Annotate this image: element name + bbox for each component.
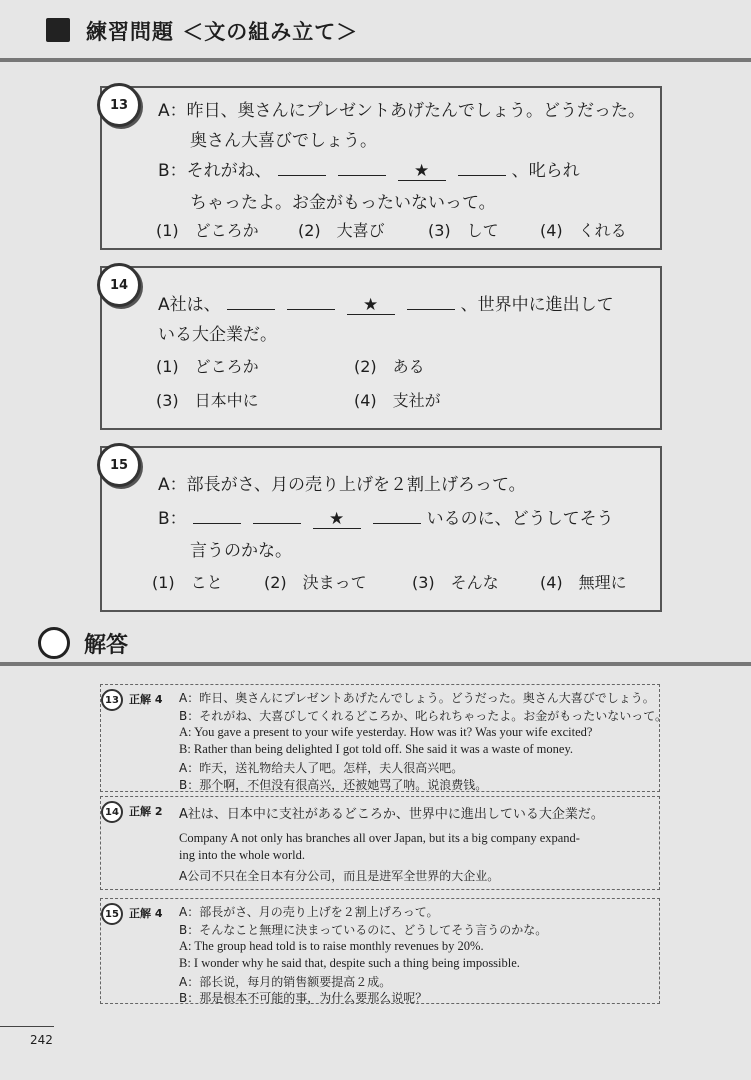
page-number: 242 xyxy=(30,1033,53,1047)
choice-2[interactable]: (2) ある xyxy=(354,357,425,376)
answer-blank[interactable] xyxy=(193,509,241,524)
star-blank[interactable]: ★ xyxy=(347,297,395,315)
question-line xyxy=(158,290,614,315)
answer-number: 14 xyxy=(101,801,123,823)
question-line: いる大企業だ。 xyxy=(158,325,277,345)
correct-label: 正解 4 xyxy=(129,693,163,706)
choice-4[interactable]: (4) 支社が xyxy=(354,391,441,410)
answer-blank[interactable] xyxy=(458,161,506,176)
answer-line: B：それがね、大喜びしてくれるどころか、叱られちゃったよ。お金がもったいないって。 xyxy=(179,709,667,723)
answer-blank[interactable] xyxy=(373,509,421,524)
answer-line: A: The group head told is to raise monthly revenues by 20%. xyxy=(179,939,484,953)
question-number: 15 xyxy=(97,443,141,487)
question-text: B：それがね、 xyxy=(158,161,272,181)
question-line: A：部長がさ、月の売り上げを２割上げろって。 xyxy=(158,475,526,495)
choice-2[interactable]: (2) 決まって xyxy=(264,573,367,592)
choice-1[interactable]: (1) こと xyxy=(152,573,223,592)
choice-4[interactable]: (4) くれる xyxy=(540,221,627,240)
answer-line: A：部长说，每月的销售额要提高２成。 xyxy=(179,975,392,989)
star-blank[interactable]: ★ xyxy=(398,163,446,181)
answer-line: A: You gave a present to your wife yesterday. How was it? Was your wife excited? xyxy=(179,725,593,739)
answer-blank[interactable] xyxy=(407,295,455,310)
answers-title: 解答 xyxy=(84,633,129,658)
choice-3[interactable]: (3) 日本中に xyxy=(156,391,259,410)
question-text: B： xyxy=(158,509,187,529)
answer-blank[interactable] xyxy=(338,161,386,176)
correct-label: 正解 4 xyxy=(129,907,163,920)
answer-15 xyxy=(100,898,660,1004)
answer-blank[interactable] xyxy=(278,161,326,176)
answer-line: A：昨日、奥さんにプレゼントあげたんでしょう。どうだった。奥さん大喜びでしょう。 xyxy=(179,691,655,705)
question-15 xyxy=(100,446,662,612)
question-text: A社は、 xyxy=(158,295,221,315)
choice-3[interactable]: (3) して xyxy=(428,221,499,240)
question-number: 13 xyxy=(97,83,141,127)
correct-label: 正解 2 xyxy=(129,805,163,818)
answer-line: B：那个啊，不但没有很高兴，还被她骂了呐。说浪费钱。 xyxy=(179,778,488,792)
answer-blank[interactable] xyxy=(287,295,335,310)
answer-line: B: Rather than being delighted I got told off. She said it was a waste of money. xyxy=(179,742,574,756)
answer-blank[interactable] xyxy=(227,295,275,310)
question-line: 言うのかな。 xyxy=(190,541,292,561)
lightbulb-icon xyxy=(38,627,70,659)
answer-blank[interactable] xyxy=(253,509,301,524)
answer-line: ing into the whole world. xyxy=(179,848,306,862)
question-line: 奥さん大喜びでしょう。 xyxy=(190,131,377,151)
star-blank[interactable]: ★ xyxy=(313,511,361,529)
question-text: 、世界中に進出して xyxy=(460,295,614,315)
answer-line: A社は、日本中に支社があるどころか、世界中に進出している大企業だ。 xyxy=(179,807,604,822)
page-title: 練習問題 ＜文の組み立て＞ xyxy=(86,20,359,44)
answers-divider xyxy=(0,662,751,666)
answer-line: B: I wonder why he said that, despite such a thing being impossible. xyxy=(179,956,520,970)
answer-number: 13 xyxy=(101,689,123,711)
choice-3[interactable]: (3) そんな xyxy=(412,573,499,592)
answer-number: 15 xyxy=(101,903,123,925)
choice-1[interactable]: (1) どころか xyxy=(156,221,259,240)
answer-line: B：そんなこと無理に決まっているのに、どうしてそう言うのかな。 xyxy=(179,923,548,937)
question-13 xyxy=(100,86,662,250)
answer-line: A公司不只在全日本有分公司，而且是进军全世界的大企业。 xyxy=(179,869,500,883)
pencil-icon xyxy=(46,18,70,42)
choice-2[interactable]: (2) 大喜び xyxy=(298,221,385,240)
answer-line: A：昨天，送礼物给夫人了吧。怎样，夫人很高兴吧。 xyxy=(179,761,464,775)
answer-line: A：部長がさ、月の売り上げを２割上げろって。 xyxy=(179,905,439,919)
answer-13 xyxy=(100,684,667,792)
header-divider xyxy=(0,58,751,62)
choice-1[interactable]: (1) どころか xyxy=(156,357,259,376)
answer-line: Company A not only has branches all over Japan, but its a big company expand- xyxy=(179,831,580,845)
answer-14 xyxy=(100,796,660,890)
question-line xyxy=(158,156,580,181)
question-number: 14 xyxy=(97,263,141,307)
question-text: いるのに、どうしてそう xyxy=(426,509,614,529)
question-text: 、叱られ xyxy=(511,161,580,181)
question-line: ちゃったよ。お金がもったいないって。 xyxy=(190,193,496,213)
answer-line: B：那是根本不可能的事，为什么要那么说呢？ xyxy=(179,991,428,1005)
exercise-header xyxy=(0,0,751,58)
footer-rule xyxy=(0,1026,54,1027)
choice-4[interactable]: (4) 無理に xyxy=(540,573,627,592)
question-line xyxy=(158,504,614,529)
question-14 xyxy=(100,266,662,430)
question-line: A：昨日、奥さんにプレゼントあげたんでしょう。どうだった。 xyxy=(158,101,645,121)
